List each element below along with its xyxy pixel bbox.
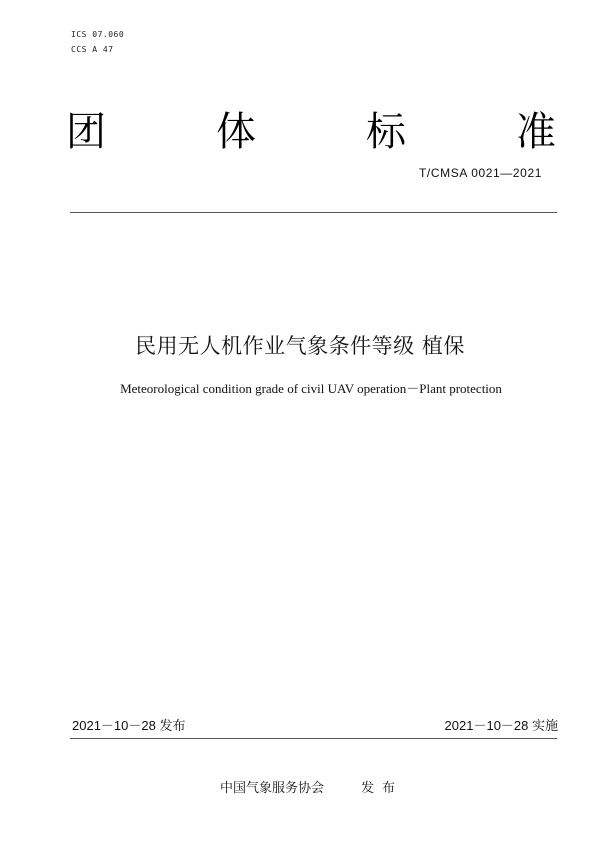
standard-type-heading — [66, 104, 556, 160]
ics-code: ICS 07.060 — [71, 30, 125, 39]
issuer-name: 中国气象服务协会 — [220, 781, 325, 796]
standard-type-char-2: 体 — [216, 109, 256, 155]
standard-number: T/CMSA 0021—2021 — [419, 166, 542, 180]
standard-type-char-4: 准 — [516, 109, 556, 155]
document-title-chinese: 民用无人机作业气象条件等级 植保 — [135, 334, 465, 358]
document-title-english: Meteorological condition grade of civil UAV operation－Plant protection — [120, 381, 502, 396]
implement-date: 2021－10－28 实施 — [444, 718, 558, 733]
bottom-divider — [70, 738, 557, 739]
top-divider — [70, 212, 557, 213]
ccs-code: CCS A 47 — [71, 45, 114, 54]
publish-date: 2021－10－28 发布 — [72, 718, 186, 733]
standard-type-char-1: 团 — [66, 109, 106, 155]
standard-type-char-3: 标 — [366, 109, 406, 155]
issuer-action: 发布 — [361, 781, 404, 796]
